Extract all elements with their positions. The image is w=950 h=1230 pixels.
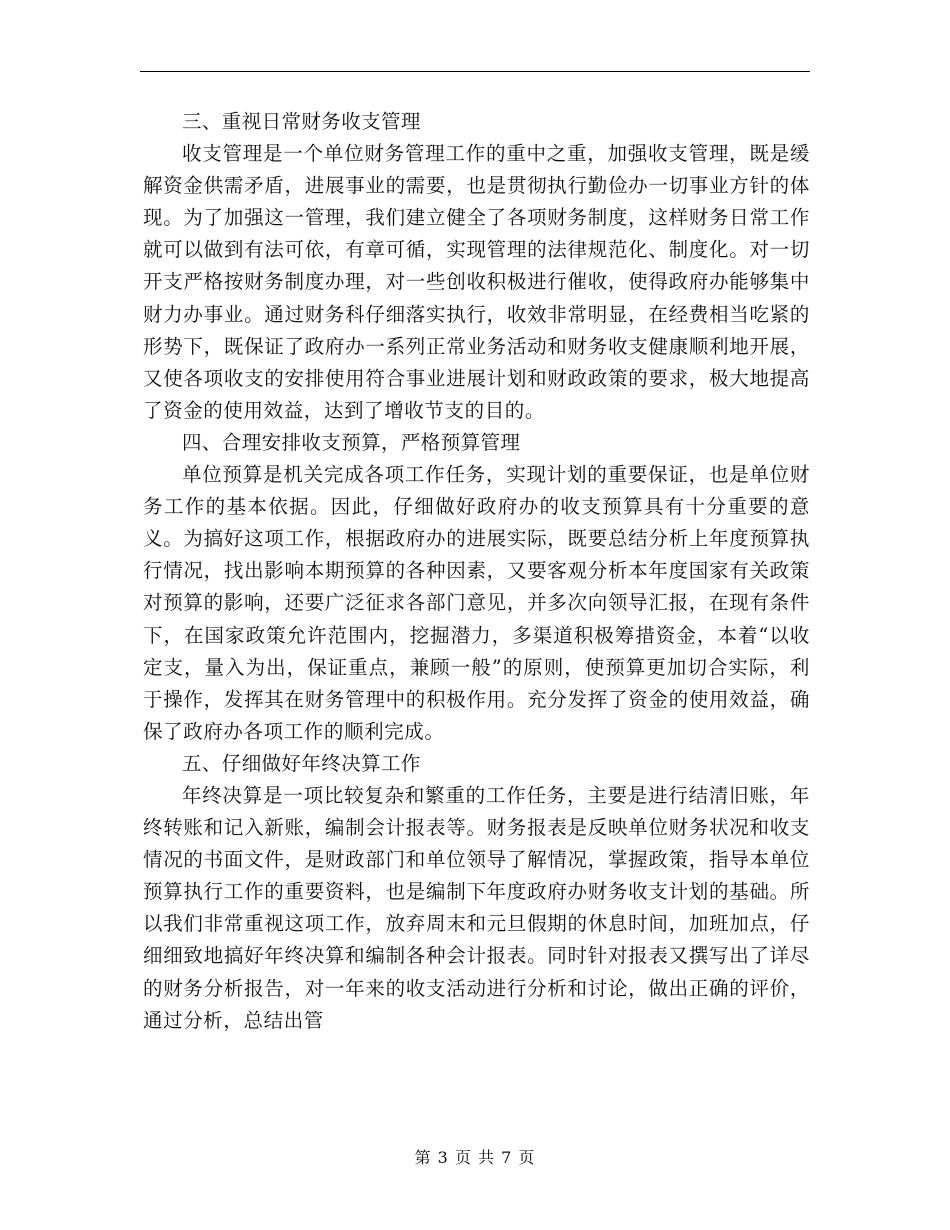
section-paragraph-5: 年终决算是一项比较复杂和繁重的工作任务，主要是进行结清旧账，年终转账和记入新账，编制会计报表等。财务报表是反映单位财务状况和收支情况的书面文件，是财政部门和单位领导了解情况，掌握政策，指导本单位预算执行工作的重要资料，也是编制下年度政府办财务收支计划的基础。所以我们非常重视这项工作，放弃周末和元旦假期的休息时间，加班加点，仔细细致地搞好年终决算和编制各种会计报表。同时针对报表又撰写出了详尽的财务分析报告，对一年来的收支活动进行分析和讨论，做出正确的评价，通过分析，总结出管 xyxy=(143,783,810,1032)
section-heading-4: 四、合理安排收支预算，严格预算管理 xyxy=(182,430,521,454)
section-paragraph-3: 收支管理是一个单位财务管理工作的重中之重，加强收支管理，既是缓解资金供需矛盾，进展事业的需要，也是贯彻执行勤俭办一切事业方针的体现。为了加强这一管理，我们建立健全了各项财务制度，这样财务日常工作就可以做到有法可依，有章可循，实现管理的法律规范化、制度化。对一切开支严格按财务制度办理，对一些创收积极进行催收，使得政府办能够集中财力办事业。通过财务科仔细落实执行，收效非常明显，在经费相当吃紧的形势下，既保证了政府办一系列正常业务活动和财务收支健康顺利地开展，又使各项收支的安排使用符合事业进展计划和财政政策的要求，极大地提高了资金的使用效益，达到了增收节支的目的。 xyxy=(143,142,810,422)
section-heading-3: 三、重视日常财务收支管理 xyxy=(182,110,421,133)
header-rule xyxy=(140,71,810,72)
section-heading-5: 五、仔细做好年终决算工作 xyxy=(182,751,421,775)
document-body xyxy=(143,106,810,1037)
section-paragraph-4: 单位预算是机关完成各项工作任务，实现计划的重要保证，也是单位财务工作的基本依据。因此，仔细做好政府办的收支预算具有十分重要的意义。为搞好这项工作，根据政府办的进展实际，既要总结分析上年度预算执行情况，找出影响本期预算的各种因素，又要客观分析本年度国家有关政策对预算的影响，还要广泛征求各部门意见，并多次向领导汇报，在现有条件下，在国家政策允许范围内，挖掘潜力，多渠道积极筹措资金，本着“以收定支，量入为出，保证重点，兼顾一般”的原则，使预算更加切合实际，利于操作，发挥其在财务管理中的积极作用。充分发挥了资金的使用效益，确保了政府办各项工作的顺利完成。 xyxy=(143,463,810,743)
page-number: 第 3 页 共 7 页 xyxy=(414,1148,536,1167)
